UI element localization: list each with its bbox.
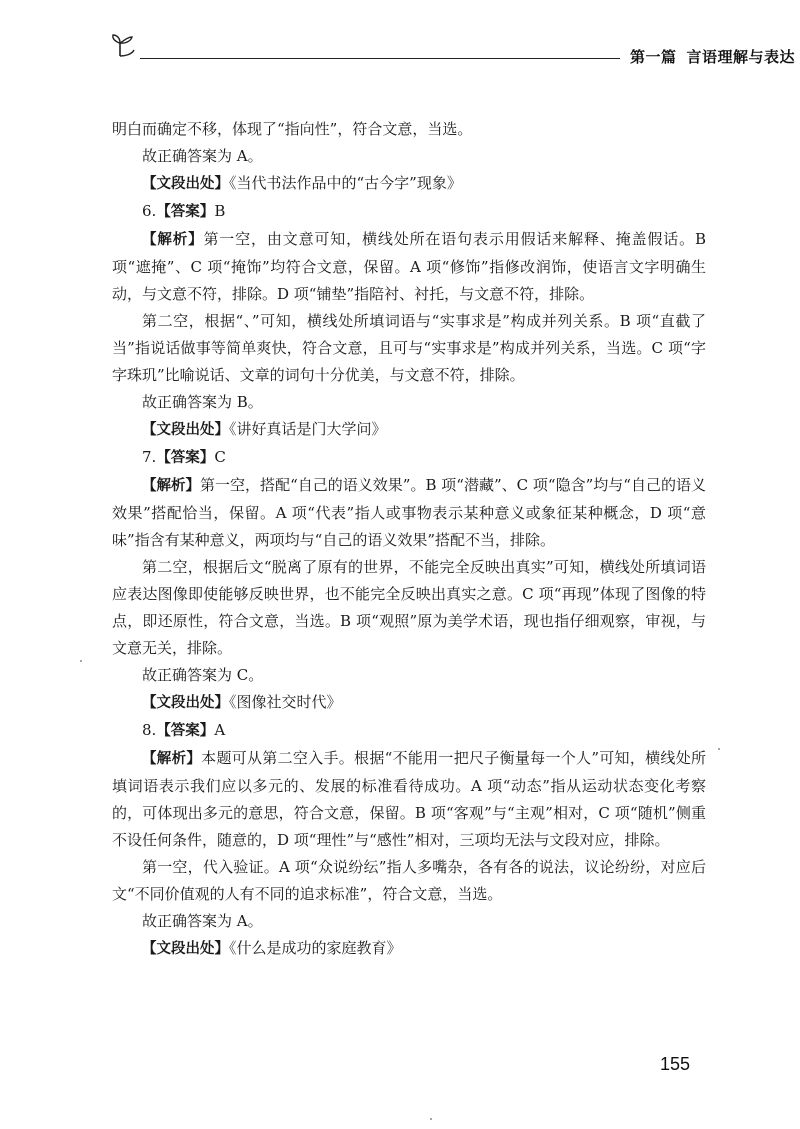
- sprout-icon: [110, 32, 144, 58]
- paragraph-text: 故正确答案为 B。: [142, 393, 263, 411]
- paragraph-text: C: [214, 448, 226, 466]
- paragraph: [112, 143, 706, 170]
- paragraph: [112, 116, 706, 143]
- page-body: [112, 116, 706, 963]
- paragraph: [112, 554, 706, 662]
- paragraph: [112, 389, 706, 416]
- paragraph: [112, 908, 706, 935]
- paragraph: [112, 444, 706, 472]
- paragraph: [112, 416, 706, 444]
- section-tag: 【文段出处】: [142, 176, 229, 192]
- page-number: 155: [660, 1054, 691, 1074]
- paragraph-text: 第二空，根据“、”可知，横线处所填词语与“实事求是”构成并列关系。B 项“直截了当”指说话做事等简单爽快，符合文意，且可与“实事求是”构成并列关系，当选。C 项“字字珠玑”比喻说话、文章的词句十分优美，与文意不符，排除。: [112, 312, 706, 384]
- paragraph-text: 《讲好真话是门大学问》: [229, 420, 387, 438]
- paragraph: [112, 198, 706, 226]
- header-part: 第一篇: [630, 48, 677, 66]
- running-header: [110, 30, 800, 70]
- section-tag: 【解析】: [142, 232, 204, 248]
- header-title: [630, 46, 795, 67]
- paragraph: [112, 662, 706, 689]
- question-number: 6.: [142, 202, 157, 220]
- paragraph: [112, 170, 706, 198]
- paragraph-text: 本题可从第二空入手。根据“不能用一把尺子衡量每一个人”可知，横线处所填词语表示我们应以多元的、发展的标准看待成功。A 项“动态”指从运动状态变化考察的，可体现出多元的意思，符合文意，保留。B 项“客观”与“主观”相对，C 项“随机”侧重不设任何条件，随意的，D 项“理性”与“感性”相对，三项均无法与文段对应，排除。: [112, 749, 707, 849]
- section-tag: 【文段出处】: [142, 695, 229, 711]
- paragraph-text: A: [214, 721, 226, 739]
- paragraph-text: 故正确答案为 A。: [142, 147, 263, 165]
- section-tag: 【文段出处】: [142, 422, 229, 438]
- scan-speck: [430, 1118, 432, 1120]
- header-section-title: 言语理解与表达: [686, 48, 796, 66]
- scan-speck: [80, 660, 82, 662]
- paragraph: [112, 226, 706, 308]
- section-tag: 【答案】: [156, 723, 215, 739]
- paragraph-text: 第一空，代入验证。A 项“众说纷纭”指人多嘴杂，各有各的说法，议论纷纷，对应后文“不同价值观的人有不同的追求标准”，符合文意，当选。: [112, 858, 706, 903]
- header-rule-left: [140, 58, 620, 59]
- paragraph: [112, 689, 706, 717]
- question-number: 8.: [142, 721, 157, 739]
- paragraph: [112, 717, 706, 745]
- paragraph: [112, 308, 706, 389]
- paragraph-text: 故正确答案为 C。: [142, 666, 264, 684]
- section-tag: 【答案】: [156, 204, 215, 220]
- paragraph: [112, 472, 706, 554]
- paragraph: [112, 935, 706, 963]
- paragraph-text: 《什么是成功的家庭教育》: [229, 939, 402, 957]
- paragraph-text: 明白而确定不移，体现了“指向性”，符合文意，当选。: [112, 120, 473, 138]
- scan-speck: [718, 748, 720, 750]
- paragraph: [112, 854, 706, 908]
- section-tag: 【解析】: [142, 751, 202, 767]
- paragraph-text: 《图像社交时代》: [229, 693, 342, 711]
- paragraph-text: 第二空，根据后文“脱离了原有的世界，不能完全反映出真实”可知，横线处所填词语应表达图像即使能够反映世界，也不能完全反映出真实之意。C 项“再现”体现了图像的特点，即还原性，符合文意，当选。B 项“观照”原为美学术语，现也指仔细观察，审视，与文意无关，排除。: [112, 558, 706, 657]
- paragraph-text: B: [214, 202, 226, 220]
- paragraph: [112, 745, 706, 854]
- paragraph-text: 第一空，搭配“自己的语义效果”。B 项“潜藏”、C 项“隐含”均与“自己的语义效果”搭配恰当，保留。A 项“代表”指人或事物表示某种意义或象征某种概念，D 项“意味”指含有某种意义，两项均与“自己的语义效果”搭配不当，排除。: [112, 476, 707, 549]
- section-tag: 【文段出处】: [142, 941, 229, 957]
- section-tag: 【解析】: [142, 478, 201, 494]
- question-number: 7.: [142, 448, 157, 466]
- paragraph-text: 第一空，由文意可知，横线处所在语句表示用假话来解释、掩盖假话。B 项“遮掩”、C 项“掩饰”均符合文意，保留。A 项“修饰”指修改润饰，使语言文字明确生动，与文意不符，排除。D 项“铺垫”指陪衬、衬托，与文意不符，排除。: [112, 230, 707, 303]
- paragraph-text: 故正确答案为 A。: [142, 912, 263, 930]
- section-tag: 【答案】: [156, 450, 215, 466]
- paragraph-text: 《当代书法作品中的“古今字”现象》: [229, 174, 462, 192]
